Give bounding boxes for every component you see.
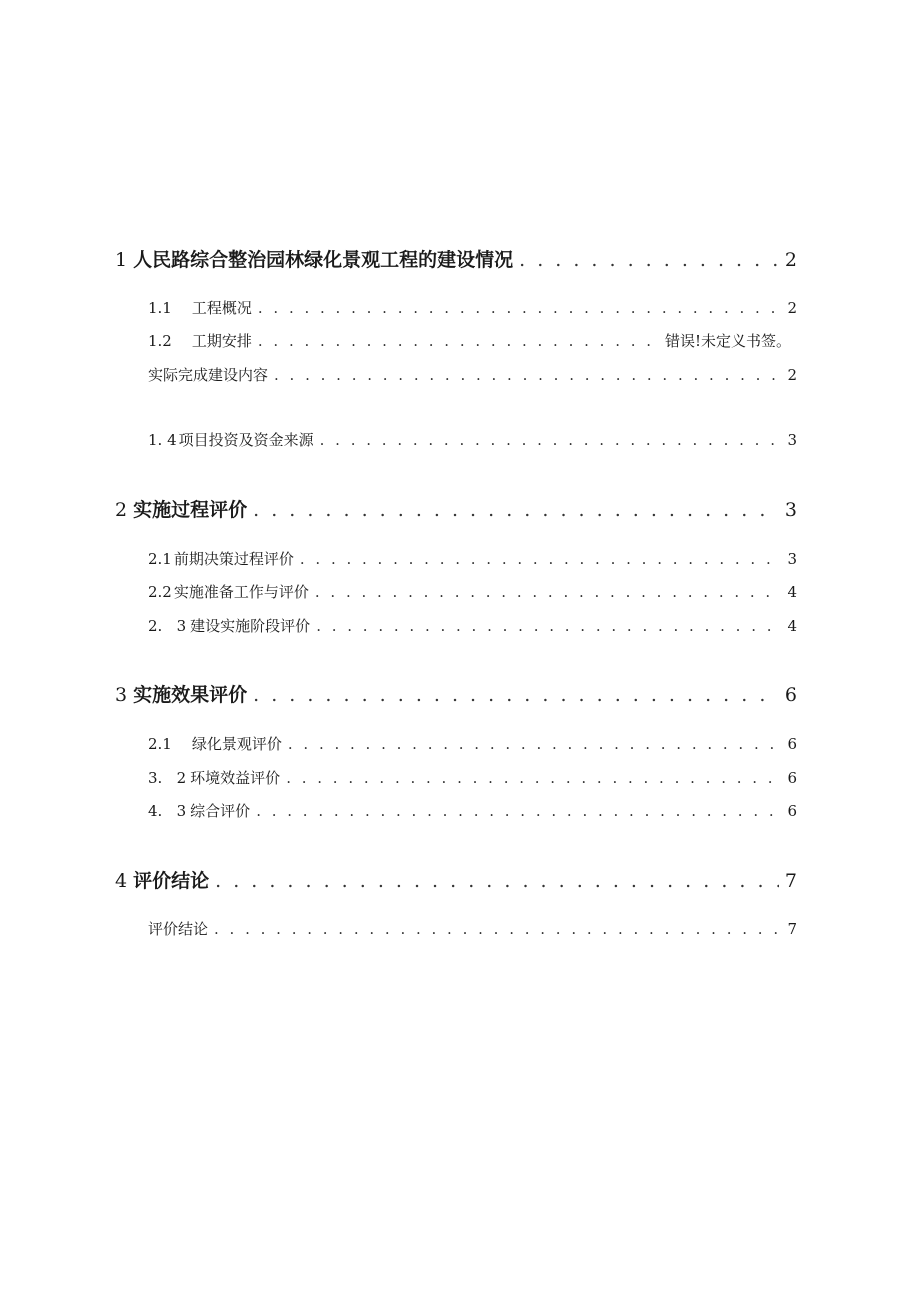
toc-entry-number: 2.1	[148, 735, 172, 753]
toc-entry-title: 项目投资及资金来源	[178, 431, 314, 449]
toc-page-number: 3	[784, 499, 797, 521]
toc-entry-2-2[interactable]	[148, 581, 797, 602]
toc-page-number: 6	[784, 684, 797, 706]
toc-entry-number: 2.2	[148, 583, 172, 601]
toc-entry-1-3[interactable]	[148, 364, 797, 385]
toc-leader-dots	[288, 735, 782, 753]
toc-leader-dots	[253, 684, 779, 706]
toc-page-number: 3	[787, 550, 797, 568]
toc-entry-title: 工程概况	[191, 299, 252, 317]
toc-entry-title: 工期安排	[191, 332, 252, 350]
toc-entry-number: 1.1	[148, 299, 172, 317]
toc-entry-number: 1	[115, 249, 128, 271]
toc-page-number-error: 错误!未定义书签。	[664, 332, 791, 350]
toc-page-number: 4	[787, 583, 797, 601]
toc-page-number: 6	[787, 769, 797, 787]
toc-entry-number: 3	[115, 684, 128, 706]
toc-entry-3-2[interactable]	[148, 767, 797, 788]
toc-entry-1-2[interactable]	[148, 330, 791, 351]
toc-entry-number: 2	[115, 499, 128, 521]
toc-leader-dots	[256, 802, 781, 820]
toc-page-number: 2	[787, 366, 797, 384]
toc-page-number: 2	[784, 249, 797, 271]
toc-entry-title: 实际完成建设内容	[148, 366, 269, 384]
toc-entry-1[interactable]	[115, 245, 797, 272]
toc-entry-2-1[interactable]	[148, 548, 797, 569]
toc-entry-3[interactable]	[115, 680, 797, 707]
toc-leader-dots	[214, 920, 781, 938]
toc-entry-number: 4	[115, 870, 128, 892]
toc-entry-2-3[interactable]	[148, 615, 797, 636]
toc-entry-title: 实施准备工作与评价	[173, 583, 309, 601]
toc-leader-dots	[253, 499, 779, 521]
toc-entry-number: 1. 4	[148, 431, 177, 449]
toc-page-number: 3	[787, 431, 797, 449]
toc-entry-title: 环境效益评价	[190, 769, 281, 787]
toc-entry-3-1[interactable]	[148, 733, 797, 754]
toc-page-number: 7	[787, 920, 797, 938]
toc-leader-dots	[258, 332, 659, 350]
toc-entry-2[interactable]	[115, 495, 797, 522]
toc-entry-number: 2.1	[148, 550, 172, 568]
toc-entry-number: 3. 2	[148, 769, 187, 787]
toc-entry-title: 评价结论	[133, 870, 210, 892]
toc-entry-title: 绿化景观评价	[191, 735, 282, 753]
toc-entry-number: 2. 3	[148, 617, 187, 635]
toc-leader-dots	[320, 431, 782, 449]
toc-entry-3-3[interactable]	[148, 800, 797, 821]
toc-leader-dots	[215, 870, 779, 892]
toc-entry-4[interactable]	[115, 866, 797, 893]
toc-leader-dots	[300, 550, 782, 568]
toc-entry-title: 实施过程评价	[133, 499, 248, 521]
toc-entry-title: 评价结论	[148, 920, 209, 938]
toc-entry-title: 实施效果评价	[133, 684, 248, 706]
toc-page-number: 4	[787, 617, 797, 635]
toc-page-number: 7	[784, 870, 797, 892]
toc-entry-title: 前期决策过程评价	[173, 550, 294, 568]
toc-entry-4-1[interactable]	[148, 918, 797, 939]
toc-page-number: 6	[787, 802, 797, 820]
toc-leader-dots	[316, 617, 781, 635]
toc-entry-number: 4. 3	[148, 802, 187, 820]
toc-entry-1-1[interactable]	[148, 297, 797, 318]
toc-entry-title: 综合评价	[190, 802, 251, 820]
toc-page-number: 2	[787, 299, 797, 317]
toc-page-number: 6	[787, 735, 797, 753]
toc-entry-title: 人民路综合整治园林绿化景观工程的建设情况	[133, 249, 514, 271]
toc-leader-dots	[519, 249, 779, 271]
toc-entry-number: 1.2	[148, 332, 172, 350]
toc-leader-dots	[286, 769, 781, 787]
toc-leader-dots	[315, 583, 782, 601]
toc-leader-dots	[258, 299, 782, 317]
toc-leader-dots	[274, 366, 781, 384]
toc-entry-title: 建设实施阶段评价	[190, 617, 311, 635]
toc-entry-1-4[interactable]	[148, 429, 797, 450]
